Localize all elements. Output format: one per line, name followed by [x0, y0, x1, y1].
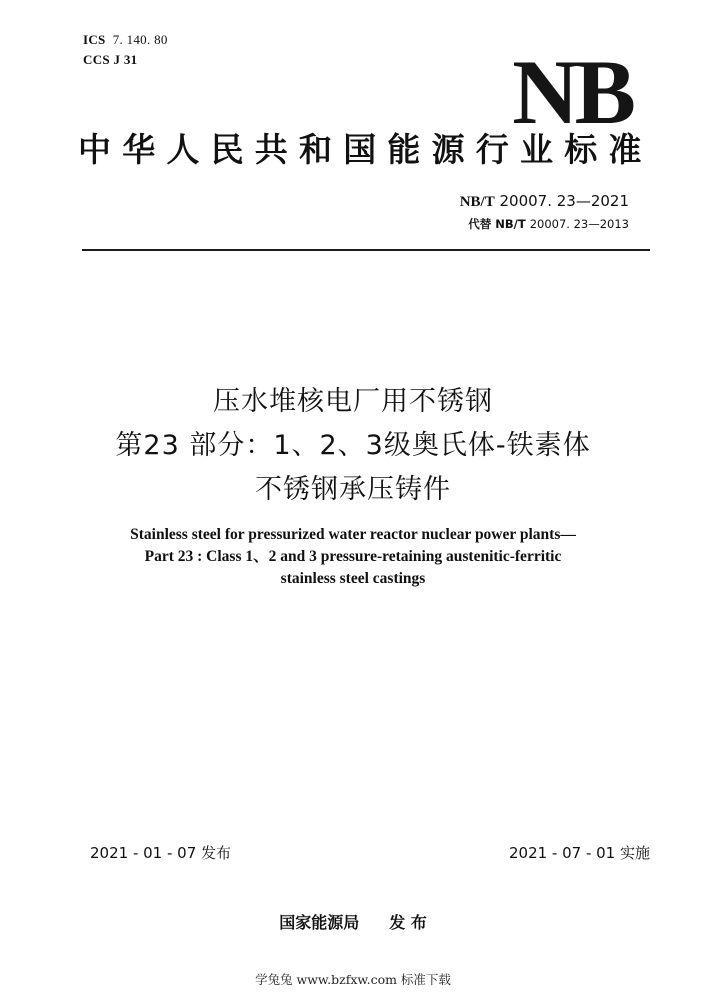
standard-number-block: [460, 191, 629, 233]
ics-code: ICS 7. 140. 80: [83, 32, 168, 47]
publisher-line: [0, 910, 706, 933]
standard-category: 中华人民共和国能源行业标准: [78, 130, 653, 169]
implement-date: 2021 - 07 - 01 实施: [508, 844, 650, 862]
publish-action: 发 布: [389, 913, 427, 932]
classification-codes: [83, 30, 168, 70]
nb-logo: NB: [512, 41, 632, 143]
title-cn-line: 压水堆核电厂用不锈钢: [213, 386, 493, 417]
standard-number: NB/T 20007. 23—2021: [459, 192, 629, 210]
title-cn-line: 不锈钢承压铸件: [255, 474, 451, 505]
publisher-name: 国家能源局: [279, 913, 360, 932]
title-en-line: Part 23 : Class 1、2 and 3 pressure-retaining austenitic-ferritic: [144, 548, 562, 565]
issue-date: 2021 - 01 - 07 发布: [90, 844, 232, 862]
ccs-code: CCS J 31: [83, 52, 138, 67]
title-en-line: Stainless steel for pressurized water reactor nuclear power plants—: [130, 526, 576, 543]
watermark-text: 学兔兔 www.bzfxw.com 标准下载: [255, 972, 451, 987]
title-cn: [0, 380, 706, 512]
header-divider: [82, 249, 650, 251]
title-cn-line: 第23 部分：1、2、3级奥氏体-铁素体: [115, 430, 591, 461]
title-en: [0, 524, 706, 590]
title-en-line: stainless steel castings: [280, 570, 426, 587]
replaces-line: 代替 NB/T 20007. 23—2013: [468, 217, 629, 231]
